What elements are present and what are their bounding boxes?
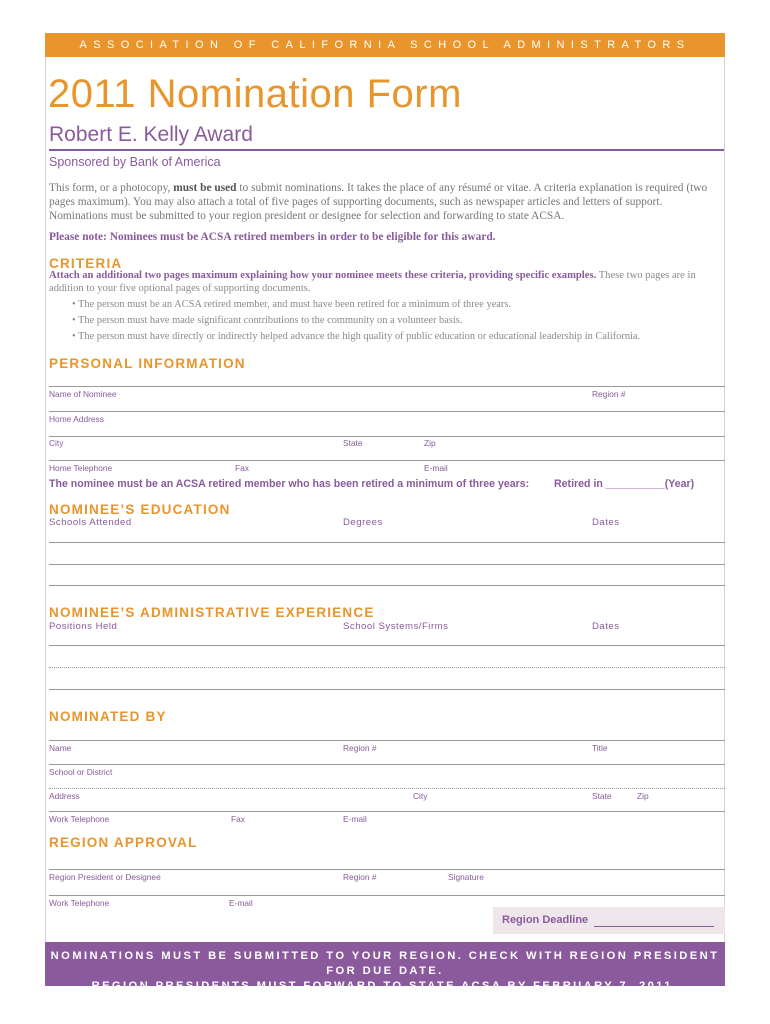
education-row[interactable] <box>49 564 725 565</box>
criteria-heading: CRITERIA <box>49 256 123 271</box>
region-deadline-label: Region Deadline <box>502 914 589 926</box>
personal-info-heading: PERSONAL INFORMATION <box>49 356 246 371</box>
nominator-name-label: Name <box>49 743 72 753</box>
nominator-title-label: Title <box>592 743 608 753</box>
nominator-region-label: Region # <box>343 743 377 753</box>
region-approval-heading: REGION APPROVAL <box>49 835 198 850</box>
nominated-by-heading: NOMINATED BY <box>49 709 167 724</box>
home-phone-field[interactable] <box>49 460 725 461</box>
experience-dates-label: Dates <box>592 621 620 632</box>
school-district-field[interactable] <box>49 764 725 765</box>
region-deadline-field[interactable] <box>594 926 714 927</box>
eligibility-note: Please note: Nominees must be ACSA retired members in order to be eligible for this award. <box>49 231 496 243</box>
signature-label: Signature <box>448 872 484 882</box>
retired-requirement: The nominee must be an ACSA retired member who has been retired a minimum of three years: <box>49 478 530 490</box>
positions-held-label: Positions Held <box>49 621 118 632</box>
work-telephone-label: Work Telephone <box>49 814 110 824</box>
schools-attended-label: Schools Attended <box>49 517 132 528</box>
experience-row[interactable] <box>49 689 725 690</box>
nominator-zip-label: Zip <box>637 791 649 801</box>
criteria-bullet: • The person must be an ACSA retired member, and must have been retired for a minimum of three years. <box>72 299 512 310</box>
city-label: City <box>49 438 64 448</box>
state-label: State <box>343 438 363 448</box>
education-heading: NOMINEE’S EDUCATION <box>49 502 231 517</box>
page-title: 2011 Nomination Form <box>48 72 462 116</box>
education-row[interactable] <box>49 585 725 586</box>
sponsor-text: Sponsored by Bank of America <box>49 155 221 169</box>
nominator-phone-field[interactable] <box>49 811 725 812</box>
criteria-bullet: • The person must have made significant contributions to the community on a volunteer basis. <box>72 315 463 326</box>
retired-year-field[interactable]: Retired in __________(Year) <box>554 478 695 490</box>
nominee-name-field[interactable] <box>49 386 725 387</box>
intro-paragraph: This form, or a photocopy, must be used to submit nominations. It takes the place of any résumé or vitae. A criteria explanation is required (two pages maximum). You may also attach a total of five pages of supporting documents, such as newspaper articles and letters of support. Nominations must be submitted to your region president or designee for selection and forwarding to state ACSA. <box>49 182 708 222</box>
fax-label: Fax <box>235 463 249 473</box>
nominator-email-label: E-mail <box>343 814 367 824</box>
home-telephone-label: Home Telephone <box>49 463 113 473</box>
email-label: E-mail <box>424 463 448 473</box>
school-district-label: School or District <box>49 767 113 777</box>
subtitle-divider <box>49 149 724 151</box>
experience-row[interactable] <box>49 667 725 668</box>
nominator-name-field[interactable] <box>49 740 725 741</box>
criteria-instructions: Attach an additional two pages maximum explaining how your nominee meets these criteria, providing specific examples. These two pages are in addition to your five optional pages of supporting documents. <box>49 270 696 294</box>
region-president-field[interactable] <box>49 869 725 870</box>
school-systems-label: School Systems/Firms <box>343 621 449 632</box>
nominee-name-label: Name of Nominee <box>49 389 117 399</box>
approval-telephone-label: Work Telephone <box>49 898 110 908</box>
approval-region-label: Region # <box>343 872 377 882</box>
criteria-bullet: • The person must have directly or indirectly helped advance the high quality of public education or educational leadership in California. <box>72 331 641 342</box>
region-president-label: Region President or Designee <box>49 872 161 882</box>
nominator-state-label: State <box>592 791 612 801</box>
zip-label: Zip <box>424 438 436 448</box>
org-banner: ASSOCIATION OF CALIFORNIA SCHOOL ADMINISTRATORS <box>45 33 725 57</box>
home-address-label: Home Address <box>49 414 104 424</box>
degrees-label: Degrees <box>343 517 383 528</box>
submission-line-1: NOMINATIONS MUST BE SUBMITTED TO YOUR REGION. CHECK WITH REGION PRESIDENT FOR DUE DATE. <box>50 950 720 977</box>
award-name: Robert E. Kelly Award <box>49 123 253 146</box>
submission-banner <box>45 942 725 992</box>
nominator-address-label: Address <box>49 791 80 801</box>
nominee-region-label: Region # <box>592 389 626 399</box>
nominator-fax-label: Fax <box>231 814 245 824</box>
experience-row[interactable] <box>49 645 725 646</box>
nominator-address-field[interactable] <box>49 788 725 789</box>
city-state-zip-field[interactable] <box>49 436 725 437</box>
submission-line-2: REGION PRESIDENTS MUST FORWARD TO STATE ACSA BY FEBRUARY 7, 2011. <box>91 980 679 992</box>
home-address-field[interactable] <box>49 411 725 412</box>
approval-phone-field[interactable] <box>49 895 725 896</box>
nominator-city-label: City <box>413 791 428 801</box>
education-dates-label: Dates <box>592 517 620 528</box>
education-row[interactable] <box>49 542 725 543</box>
approval-email-label: E-mail <box>229 898 253 908</box>
experience-heading: NOMINEE’S ADMINISTRATIVE EXPERIENCE <box>49 605 375 620</box>
